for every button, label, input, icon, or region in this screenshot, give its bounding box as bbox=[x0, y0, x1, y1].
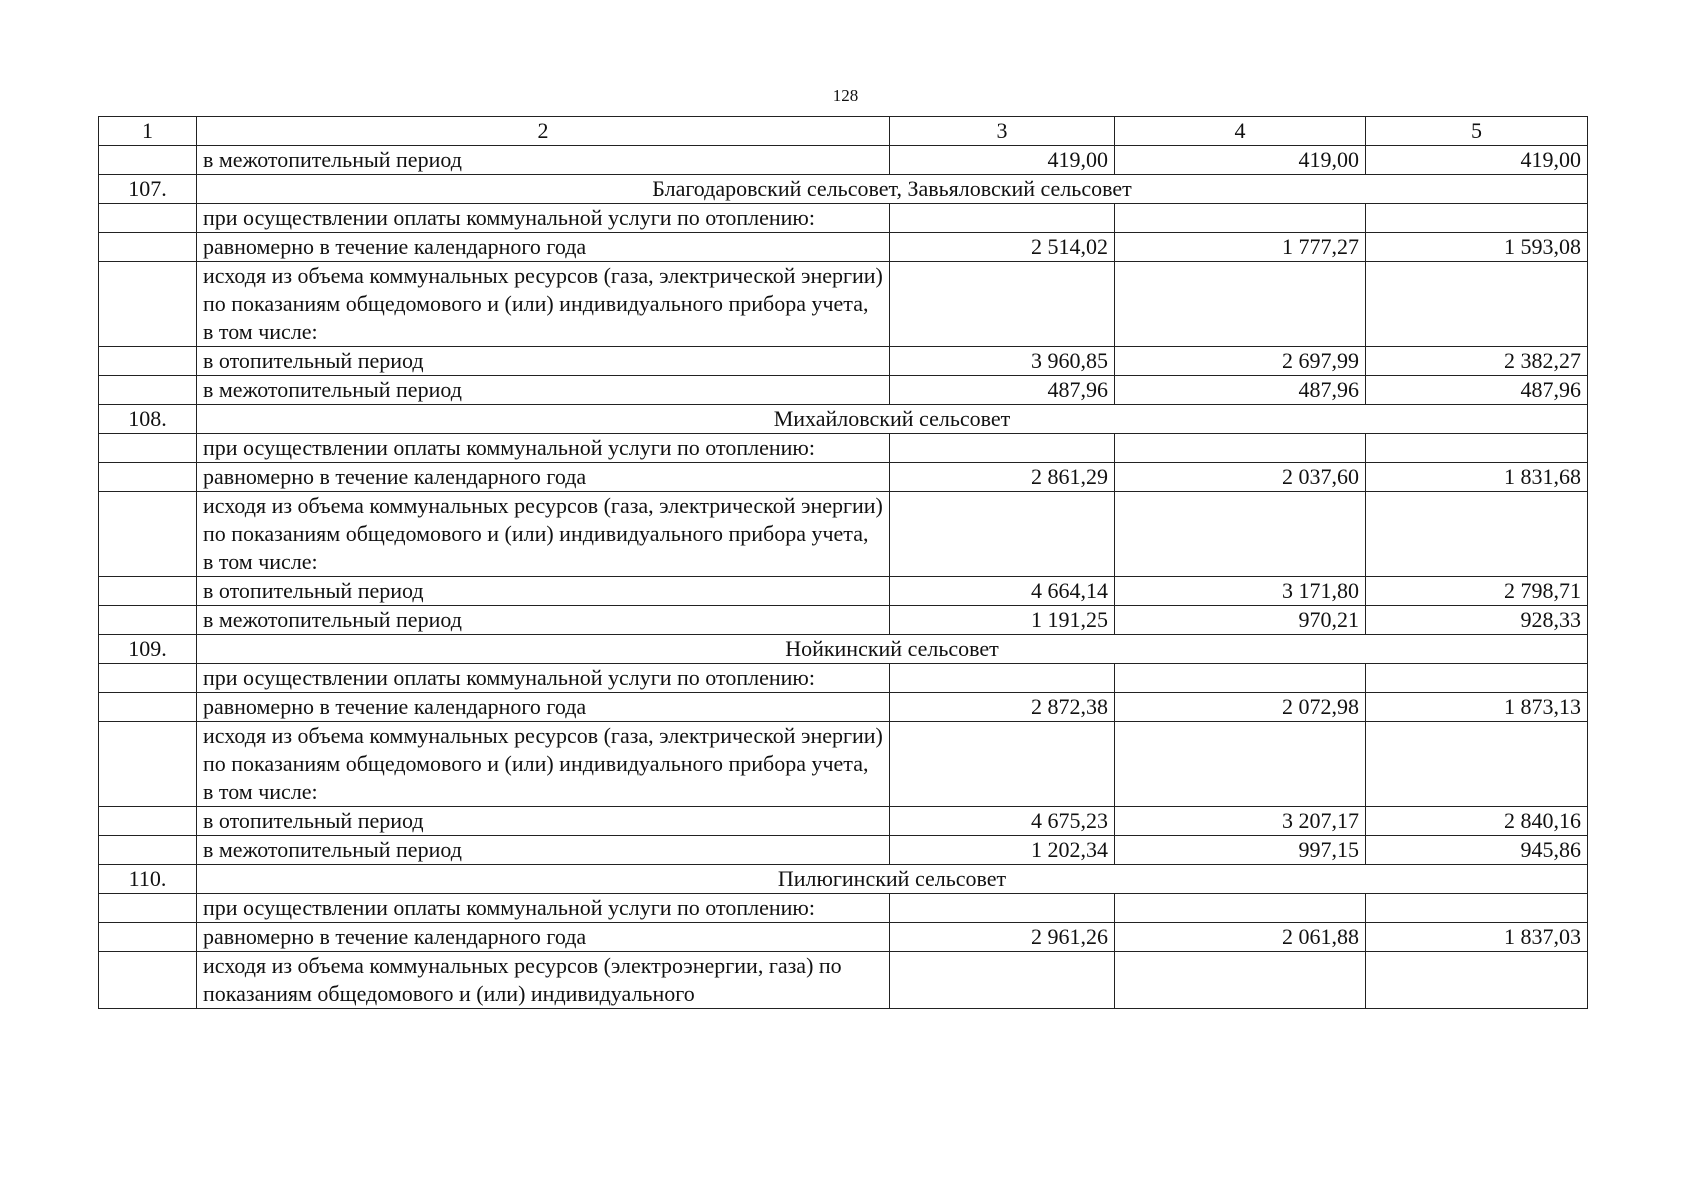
table-row bbox=[99, 262, 1588, 347]
row-number-cell bbox=[99, 233, 197, 262]
row-number-cell bbox=[99, 577, 197, 606]
value-col-3: 4 675,23 bbox=[890, 807, 1115, 836]
row-description: равномерно в течение календарного года bbox=[197, 693, 890, 722]
value-col-5: 1 593,08 bbox=[1366, 233, 1588, 262]
row-number-cell bbox=[99, 836, 197, 865]
section-header-row bbox=[99, 865, 1588, 894]
value-col-5: 487,96 bbox=[1366, 376, 1588, 405]
value-col-5 bbox=[1366, 722, 1588, 807]
value-col-4: 2 061,88 bbox=[1115, 923, 1366, 952]
value-col-5 bbox=[1366, 952, 1588, 1009]
row-description: равномерно в течение календарного года bbox=[197, 233, 890, 262]
value-col-3: 4 664,14 bbox=[890, 577, 1115, 606]
row-number-cell bbox=[99, 146, 197, 175]
row-description: в межотопительный период bbox=[197, 836, 890, 865]
value-col-4: 419,00 bbox=[1115, 146, 1366, 175]
value-col-3 bbox=[890, 492, 1115, 577]
row-number-cell bbox=[99, 807, 197, 836]
row-number-cell bbox=[99, 664, 197, 693]
row-number-cell bbox=[99, 693, 197, 722]
table-row bbox=[99, 894, 1588, 923]
row-number-cell bbox=[99, 722, 197, 807]
table-row bbox=[99, 233, 1588, 262]
value-col-3: 2 514,02 bbox=[890, 233, 1115, 262]
table-row bbox=[99, 606, 1588, 635]
row-number-cell bbox=[99, 606, 197, 635]
column-header: 5 bbox=[1366, 117, 1588, 146]
row-description: в отопительный период bbox=[197, 577, 890, 606]
row-number-cell bbox=[99, 347, 197, 376]
section-title: Благодаровский сельсовет, Завьяловский сельсовет bbox=[197, 175, 1588, 204]
row-description: в межотопительный период bbox=[197, 146, 890, 175]
value-col-3 bbox=[890, 952, 1115, 1009]
value-col-5 bbox=[1366, 434, 1588, 463]
row-description: при осуществлении оплаты коммунальной услуги по отоплению: bbox=[197, 204, 890, 233]
section-number: 108. bbox=[99, 405, 197, 434]
section-title: Нойкинский сельсовет bbox=[197, 635, 1588, 664]
section-number: 109. bbox=[99, 635, 197, 664]
value-col-5: 2 798,71 bbox=[1366, 577, 1588, 606]
section-number: 110. bbox=[99, 865, 197, 894]
value-col-4 bbox=[1115, 722, 1366, 807]
row-description: исходя из объема коммунальных ресурсов (газа, электрической энергии) по показаниям общедомового и (или) индивидуального прибора учета, в том числе: bbox=[197, 262, 890, 347]
value-col-5: 945,86 bbox=[1366, 836, 1588, 865]
row-number-cell bbox=[99, 204, 197, 233]
value-col-3: 1 191,25 bbox=[890, 606, 1115, 635]
table-row bbox=[99, 664, 1588, 693]
table-row bbox=[99, 923, 1588, 952]
value-col-3 bbox=[890, 434, 1115, 463]
value-col-3: 487,96 bbox=[890, 376, 1115, 405]
value-col-3: 419,00 bbox=[890, 146, 1115, 175]
section-title: Пилюгинский сельсовет bbox=[197, 865, 1588, 894]
row-number-cell bbox=[99, 262, 197, 347]
value-col-5: 1 831,68 bbox=[1366, 463, 1588, 492]
value-col-5 bbox=[1366, 204, 1588, 233]
value-col-4: 2 072,98 bbox=[1115, 693, 1366, 722]
table-body bbox=[99, 117, 1588, 1009]
column-header: 4 bbox=[1115, 117, 1366, 146]
value-col-3 bbox=[890, 262, 1115, 347]
value-col-4: 2 037,60 bbox=[1115, 463, 1366, 492]
table-row bbox=[99, 376, 1588, 405]
table-row bbox=[99, 146, 1588, 175]
value-col-4: 3 207,17 bbox=[1115, 807, 1366, 836]
section-title: Михайловский сельсовет bbox=[197, 405, 1588, 434]
value-col-5: 928,33 bbox=[1366, 606, 1588, 635]
table-row bbox=[99, 693, 1588, 722]
value-col-5 bbox=[1366, 664, 1588, 693]
row-description: при осуществлении оплаты коммунальной услуги по отоплению: bbox=[197, 894, 890, 923]
row-number-cell bbox=[99, 923, 197, 952]
column-header: 1 bbox=[99, 117, 197, 146]
table-row bbox=[99, 836, 1588, 865]
value-col-5: 419,00 bbox=[1366, 146, 1588, 175]
value-col-3 bbox=[890, 204, 1115, 233]
value-col-5: 2 840,16 bbox=[1366, 807, 1588, 836]
table-row bbox=[99, 807, 1588, 836]
value-col-3 bbox=[890, 664, 1115, 693]
row-number-cell bbox=[99, 952, 197, 1009]
row-number-cell bbox=[99, 463, 197, 492]
row-description: при осуществлении оплаты коммунальной услуги по отоплению: bbox=[197, 434, 890, 463]
value-col-5: 1 837,03 bbox=[1366, 923, 1588, 952]
value-col-4 bbox=[1115, 262, 1366, 347]
section-number: 107. bbox=[99, 175, 197, 204]
row-description: в межотопительный период bbox=[197, 376, 890, 405]
row-description: в отопительный период bbox=[197, 347, 890, 376]
table-row bbox=[99, 492, 1588, 577]
page-number: 128 bbox=[832, 86, 859, 105]
value-col-3 bbox=[890, 894, 1115, 923]
value-col-4: 997,15 bbox=[1115, 836, 1366, 865]
table-row bbox=[99, 722, 1588, 807]
value-col-4 bbox=[1115, 664, 1366, 693]
value-col-5: 1 873,13 bbox=[1366, 693, 1588, 722]
value-col-3: 2 861,29 bbox=[890, 463, 1115, 492]
value-col-5 bbox=[1366, 262, 1588, 347]
value-col-4: 970,21 bbox=[1115, 606, 1366, 635]
table-row bbox=[99, 347, 1588, 376]
row-number-cell bbox=[99, 376, 197, 405]
value-col-4 bbox=[1115, 434, 1366, 463]
row-description: исходя из объема коммунальных ресурсов (газа, электрической энергии) по показаниям общедомового и (или) индивидуального прибора учета, в том числе: bbox=[197, 492, 890, 577]
tariff-table bbox=[98, 116, 1588, 1009]
section-header-row bbox=[99, 405, 1588, 434]
column-number-header-row bbox=[99, 117, 1588, 146]
table-row bbox=[99, 577, 1588, 606]
value-col-3 bbox=[890, 722, 1115, 807]
table-row bbox=[99, 463, 1588, 492]
row-description: в отопительный период bbox=[197, 807, 890, 836]
value-col-4 bbox=[1115, 492, 1366, 577]
value-col-4 bbox=[1115, 204, 1366, 233]
value-col-5 bbox=[1366, 492, 1588, 577]
table-row bbox=[99, 204, 1588, 233]
value-col-5 bbox=[1366, 894, 1588, 923]
row-description: исходя из объема коммунальных ресурсов (электроэнергии, газа) по показаниям общедомового и (или) индивидуального bbox=[197, 952, 890, 1009]
section-header-row bbox=[99, 635, 1588, 664]
row-description: равномерно в течение календарного года bbox=[197, 923, 890, 952]
column-header: 3 bbox=[890, 117, 1115, 146]
row-description: в межотопительный период bbox=[197, 606, 890, 635]
value-col-3: 1 202,34 bbox=[890, 836, 1115, 865]
row-description: исходя из объема коммунальных ресурсов (газа, электрической энергии) по показаниям общедомового и (или) индивидуального прибора учета, в том числе: bbox=[197, 722, 890, 807]
value-col-4: 2 697,99 bbox=[1115, 347, 1366, 376]
row-description: равномерно в течение календарного года bbox=[197, 463, 890, 492]
value-col-4: 487,96 bbox=[1115, 376, 1366, 405]
row-description: при осуществлении оплаты коммунальной услуги по отоплению: bbox=[197, 664, 890, 693]
row-number-cell bbox=[99, 434, 197, 463]
row-number-cell bbox=[99, 492, 197, 577]
value-col-4 bbox=[1115, 952, 1366, 1009]
section-header-row bbox=[99, 175, 1588, 204]
value-col-5: 2 382,27 bbox=[1366, 347, 1588, 376]
value-col-4: 1 777,27 bbox=[1115, 233, 1366, 262]
column-header: 2 bbox=[197, 117, 890, 146]
value-col-3: 3 960,85 bbox=[890, 347, 1115, 376]
value-col-4: 3 171,80 bbox=[1115, 577, 1366, 606]
table-row bbox=[99, 952, 1588, 1009]
value-col-4 bbox=[1115, 894, 1366, 923]
value-col-3: 2 872,38 bbox=[890, 693, 1115, 722]
value-col-3: 2 961,26 bbox=[890, 923, 1115, 952]
row-number-cell bbox=[99, 894, 197, 923]
table-row bbox=[99, 434, 1588, 463]
